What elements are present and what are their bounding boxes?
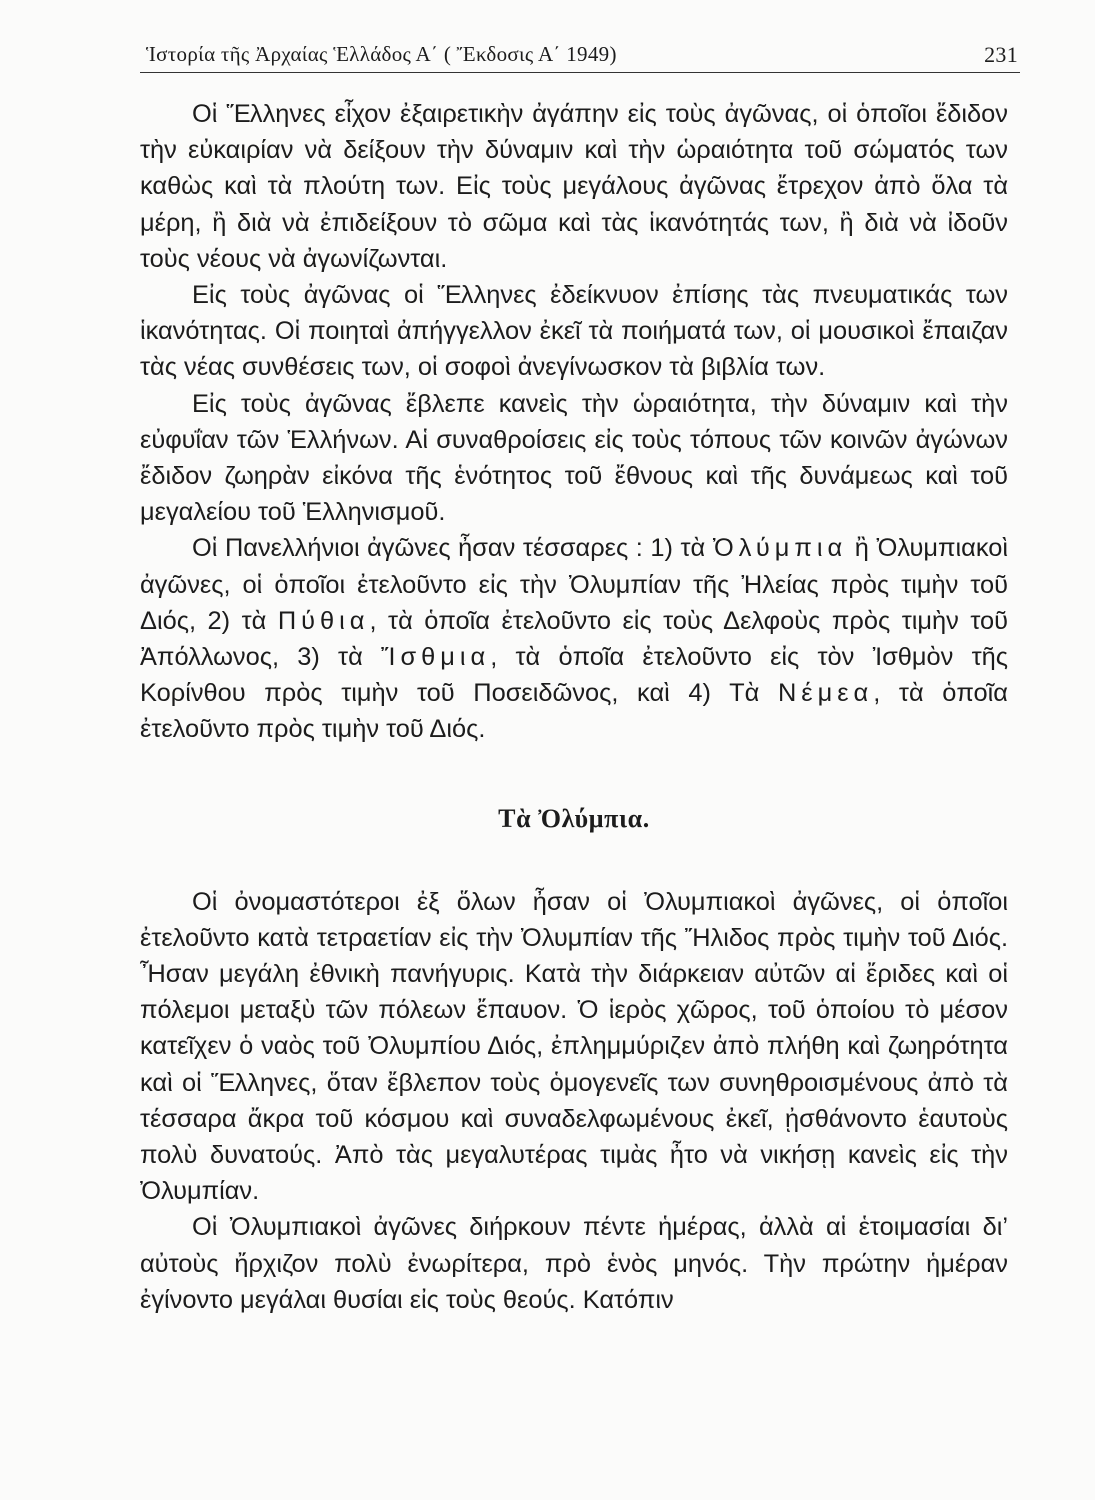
text-run: , τὰ ὁποῖα ἐτελοῦντο πρὸς τιμὴν τοῦ Διός.	[140, 679, 1008, 744]
term-nemea: Νέμεα	[777, 679, 874, 708]
paragraph-panhellenic-games	[140, 530, 1008, 747]
paragraph-love-of-games: Οἱ Ἕλληνες εἶχον ἐξαιρετικὴν ἀγάπην εἰς τοὺς ἀγῶνας, οἱ ὁποῖοι ἔδιδον τὴν εὐκαιρίαν νὰ δείξουν τὴν δύναμιν καὶ τὴν ὡραιότητα τοῦ σώματός των καθὼς καὶ τὰ πλούτη των. Εἰς τοὺς μεγάλους ἀγῶνας ἔτρεχον ἀπὸ ὅλα τὰ μέρη, ἢ διὰ νὰ ἐπιδείξουν τὸ σῶμα καὶ τὰς ἱκανότητάς των, ἢ διὰ νὰ ἰδοῦν τοὺς νέους νὰ ἀγωνίζωνται.	[140, 100, 1008, 273]
text-run: Οἱ Πανελλήνιοι ἀγῶνες ἦσαν τέσσαρες : 1) τὰ	[192, 534, 713, 563]
running-header	[140, 36, 1020, 73]
page-body	[140, 96, 1008, 1318]
header-title: Ἱστορία τῆς Ἀρχαίας Ἑλλάδος Α΄ ( Ἔκδοσις Α΄ 1949)	[146, 42, 617, 66]
section-heading-olympia: Τὰ Ὀλύμπια.	[498, 803, 650, 833]
text-run: , τὰ ὁποῖα ἐτελοῦντο εἰς τοὺς Δελφοὺς πρὸς τιμὴν τοῦ Ἀπόλλωνος, 3) τὰ	[140, 606, 1008, 672]
text-run: ἢ Ὀλυμπιακοὶ ἀγῶνες, οἱ ὁποῖοι ἐτελοῦντο εἰς τὴν Ὀλυμπίαν τῆς Ἠλείας πρὸς τιμὴν τοῦ Διός, 2) τὰ	[140, 534, 1009, 635]
paragraph-olympic-games: Οἱ ὀνομαστότεροι ἐξ ὅλων ἦσαν οἱ Ὀλυμπιακοὶ ἀγῶνες, οἱ ὁποῖοι ἐτελοῦντο κατὰ τετραετίαν εἰς τὴν Ὀλυμπίαν τῆς Ἤλιδος πρὸς τιμὴν τοῦ Διός. Ἦσαν μεγάλη ἐθνικὴ πανήγυρις. Κατὰ τὴν διάρκειαν αὐτῶν αἱ ἔριδες καὶ οἱ πόλεμοι μεταξὺ τῶν πόλεων ἔπαυον. Ὁ ἱερὸς χῶρος, τοῦ ὁποίου τὸ μέσον κατεῖχεν ὁ ναὸς τοῦ Ὀλυμπίου Διός, ἐπλημμύριζεν ἀπὸ πλήθη καὶ ζωηρότητα καὶ οἱ Ἕλληνες, ὅταν ἔβλεπον τοὺς ὁμογενεῖς των συνηθροισμένους ἀπὸ τὰ τέσσαρα ἄκρα τοῦ κόσμου καὶ συναδελφωμένους ἐκεῖ, ᾐσθάνοντο ἑαυτοὺς πολὺ δυνατούς. Ἀπὸ τὰς μεγαλυτέρας τιμὰς ἦτο νὰ νικήσῃ κανεὶς εἰς τὴν Ὀλυμπίαν.	[140, 887, 1008, 1206]
paragraph-intellectual-abilities: Εἰς τοὺς ἀγῶνας οἱ Ἕλληνες ἐδείκνυον ἐπίσης τὰς πνευματικάς των ἱκανότητας. Οἱ ποιηταὶ ἀπήγγελλον ἐκεῖ τὰ ποιήματά των, οἱ μουσικοὶ ἔπαιζαν τὰς νέας συνθέσεις των, οἱ σοφοὶ ἀνεγίνωσκον τὰ βιβλία των.	[140, 281, 1008, 382]
term-pythia: Πύθια	[277, 606, 370, 635]
term-olympia: Ὀλύμπια	[712, 534, 848, 563]
text-run: , τὰ ὁποῖα ἐτελοῦντο εἰς τὸν Ἰσθμὸν τῆς Κορίνθου πρὸς τιμὴν τοῦ Ποσειδῶνος, καὶ 4) Τὰ	[140, 643, 1008, 708]
paragraph-olympic-duration: Οἱ Ὀλυμπιακοὶ ἀγῶνες διήρκουν πέντε ἡμέρας, ἀλλὰ αἱ ἑτοιμασίαι δι’ αὐτοὺς ἤρχιζον πολὺ ἐνωρίτερα, πρὸ ἑνὸς μηνός. Τὴν πρώτην ἡμέραν ἐγίνοντο μεγάλαι θυσίαι εἰς τοὺς θεούς. Κατόπιν	[140, 1213, 1008, 1314]
paragraph-unity-of-nation: Εἰς τοὺς ἀγῶνας ἔβλεπε κανεὶς τὴν ὡραιότητα, τὴν δύναμιν καὶ τὴν εὐφυΐαν τῶν Ἑλλήνων. Αἱ συναθροίσεις εἰς τοὺς τόπους τῶν κοινῶν ἀγώνων ἔδιδον ζωηρὰν εἰκόνα τῆς ἑνότητος τοῦ ἔθνους καὶ τῆς δυνάμεως καὶ τοῦ μεγαλείου τοῦ Ἑλληνισμοῦ.	[140, 389, 1008, 527]
term-isthmia: Ἴσθμια	[381, 643, 491, 672]
page-number: 231	[984, 42, 1018, 67]
